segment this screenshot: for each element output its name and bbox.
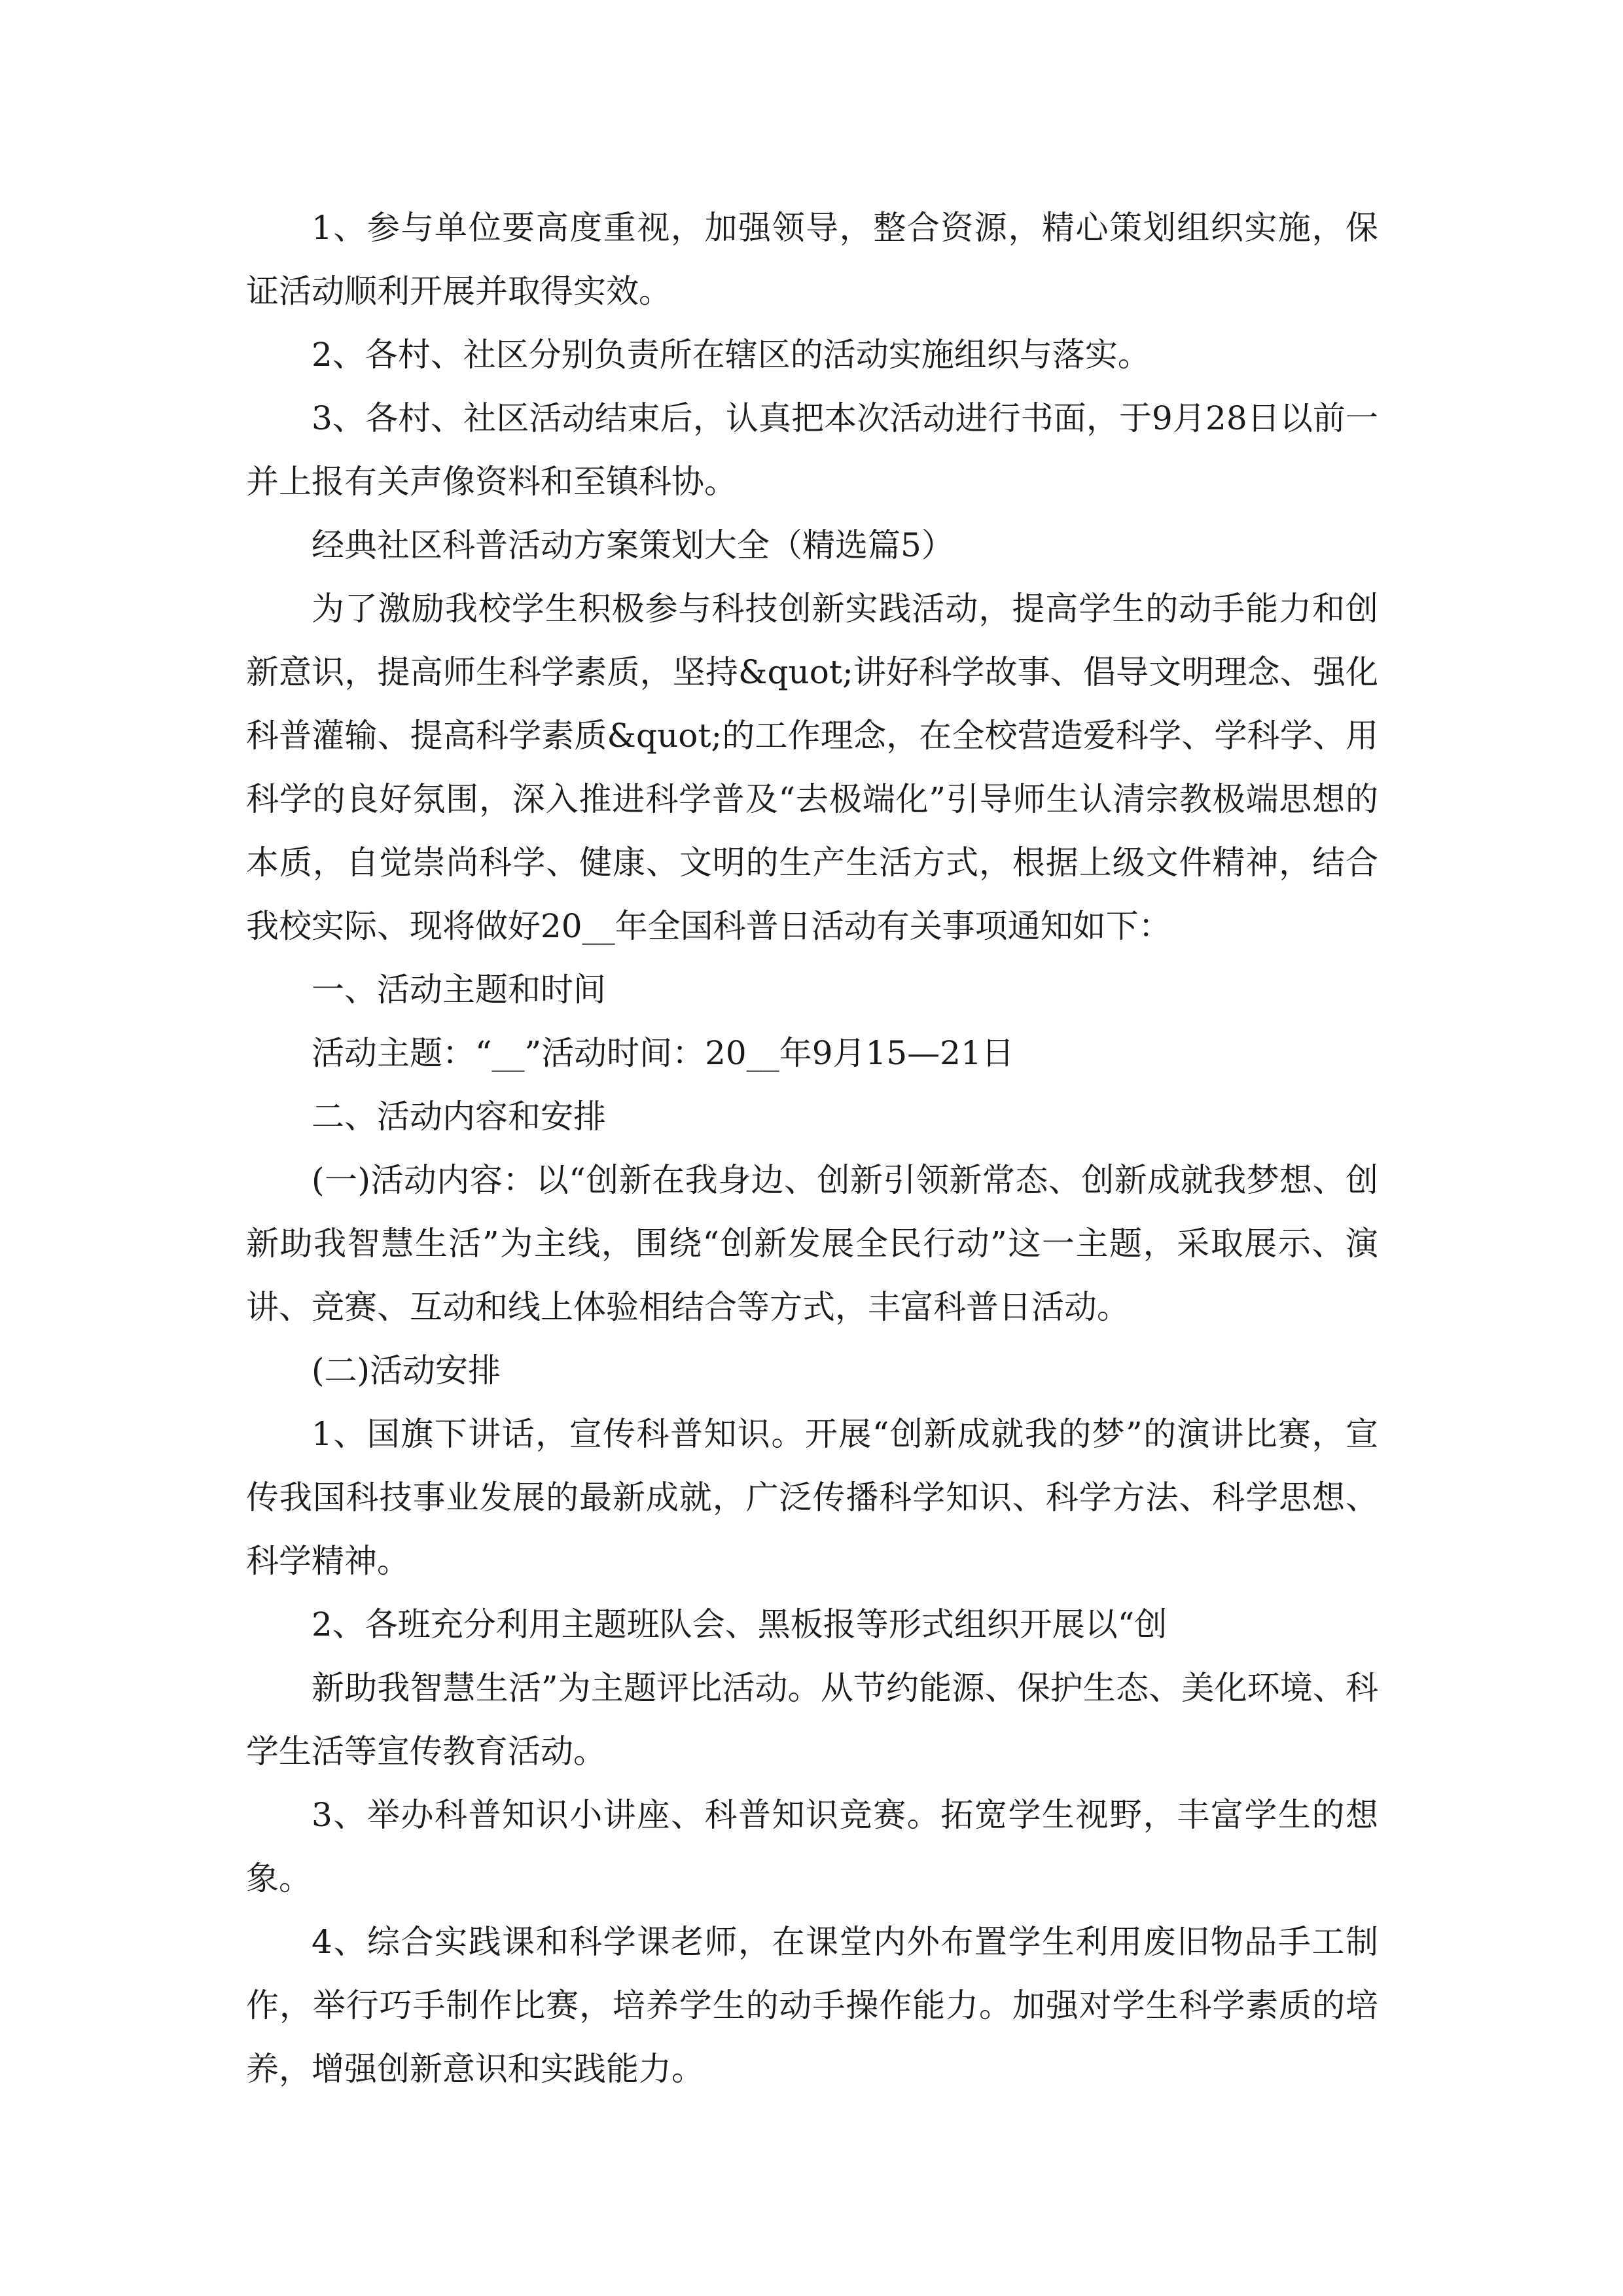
paragraph-arrangement-4: 4、综合实践课和科学课老师，在课堂内外布置学生利用废旧物品手工制作，举行巧手制作比赛，培养学生的动手操作能力。加强对学生科学素质的培养，增强创新意识和实践能力。 (246, 1923, 1378, 2088)
paragraph-requirement-2: 2、各村、社区分别负责所在辖区的活动实施组织与落实。 (312, 336, 1150, 374)
paragraph-requirement-1: 1、参与单位要高度重视，加强领导，整合资源，精心策划组织实施，保证活动顺利开展并取得实效。 (246, 209, 1378, 310)
heading-activity-arrangement: (二)活动安排 (312, 1352, 501, 1390)
paragraph-theme-time: 活动主题：“__”活动时间：20__年9月15—21日 (312, 1034, 1014, 1072)
paragraph-arrangement-3: 3、举办科普知识小讲座、科普知识竞赛。拓宽学生视野，丰富学生的想象。 (246, 1796, 1378, 1897)
heading-content-and-arrangement: 二、活动内容和安排 (312, 1098, 606, 1136)
paragraph-requirement-3: 3、各村、社区活动结束后，认真把本次活动进行书面，于9月28日以前一并上报有关声像资料和至镇科协。 (246, 399, 1378, 501)
paragraph-intro: 为了激励我校学生积极参与科技创新实践活动，提高学生的动手能力和创新意识，提高师生科学素质，坚持&quot;讲好科学故事、倡导文明理念、强化科普灌输、提高科学素质&quot;的工作理念，在全校营造爱科学、学科学、用科学的良好氛围，深入推进科学普及“去极端化”引导师生认清宗教极端思想的本质，自觉崇尚科学、健康、文明的生产生活方式，根据上级文件精神，结合我校实际、现将做好20__年全国科普日活动有关事项通知如下： (246, 590, 1378, 945)
section-title: 经典社区科普活动方案策划大全（精选篇5） (312, 526, 954, 564)
paragraph-arrangement-2a: 2、各班充分利用主题班队会、黑板报等形式组织开展以“创 (312, 1605, 1168, 1643)
paragraph-activity-content: (一)活动内容：以“创新在我身边、创新引领新常态、创新成就我梦想、创新助我智慧生活”为主线，围绕“创新发展全民行动”这一主题，采取展示、演讲、竞赛、互动和线上体验相结合等方式，丰富科普日活动。 (246, 1161, 1378, 1326)
heading-theme-and-time: 一、活动主题和时间 (312, 971, 606, 1009)
paragraph-arrangement-1: 1、国旗下讲话，宣传科普知识。开展“创新成就我的梦”的演讲比赛，宣传我国科技事业发展的最新成就，广泛传播科学知识、科学方法、科学思想、科学精神。 (246, 1415, 1378, 1580)
document-body (246, 196, 1378, 2101)
paragraph-arrangement-2b: 新助我智慧生活”为主题评比活动。从节约能源、保护生态、美化环境、科学生活等宣传教育活动。 (246, 1669, 1378, 1770)
